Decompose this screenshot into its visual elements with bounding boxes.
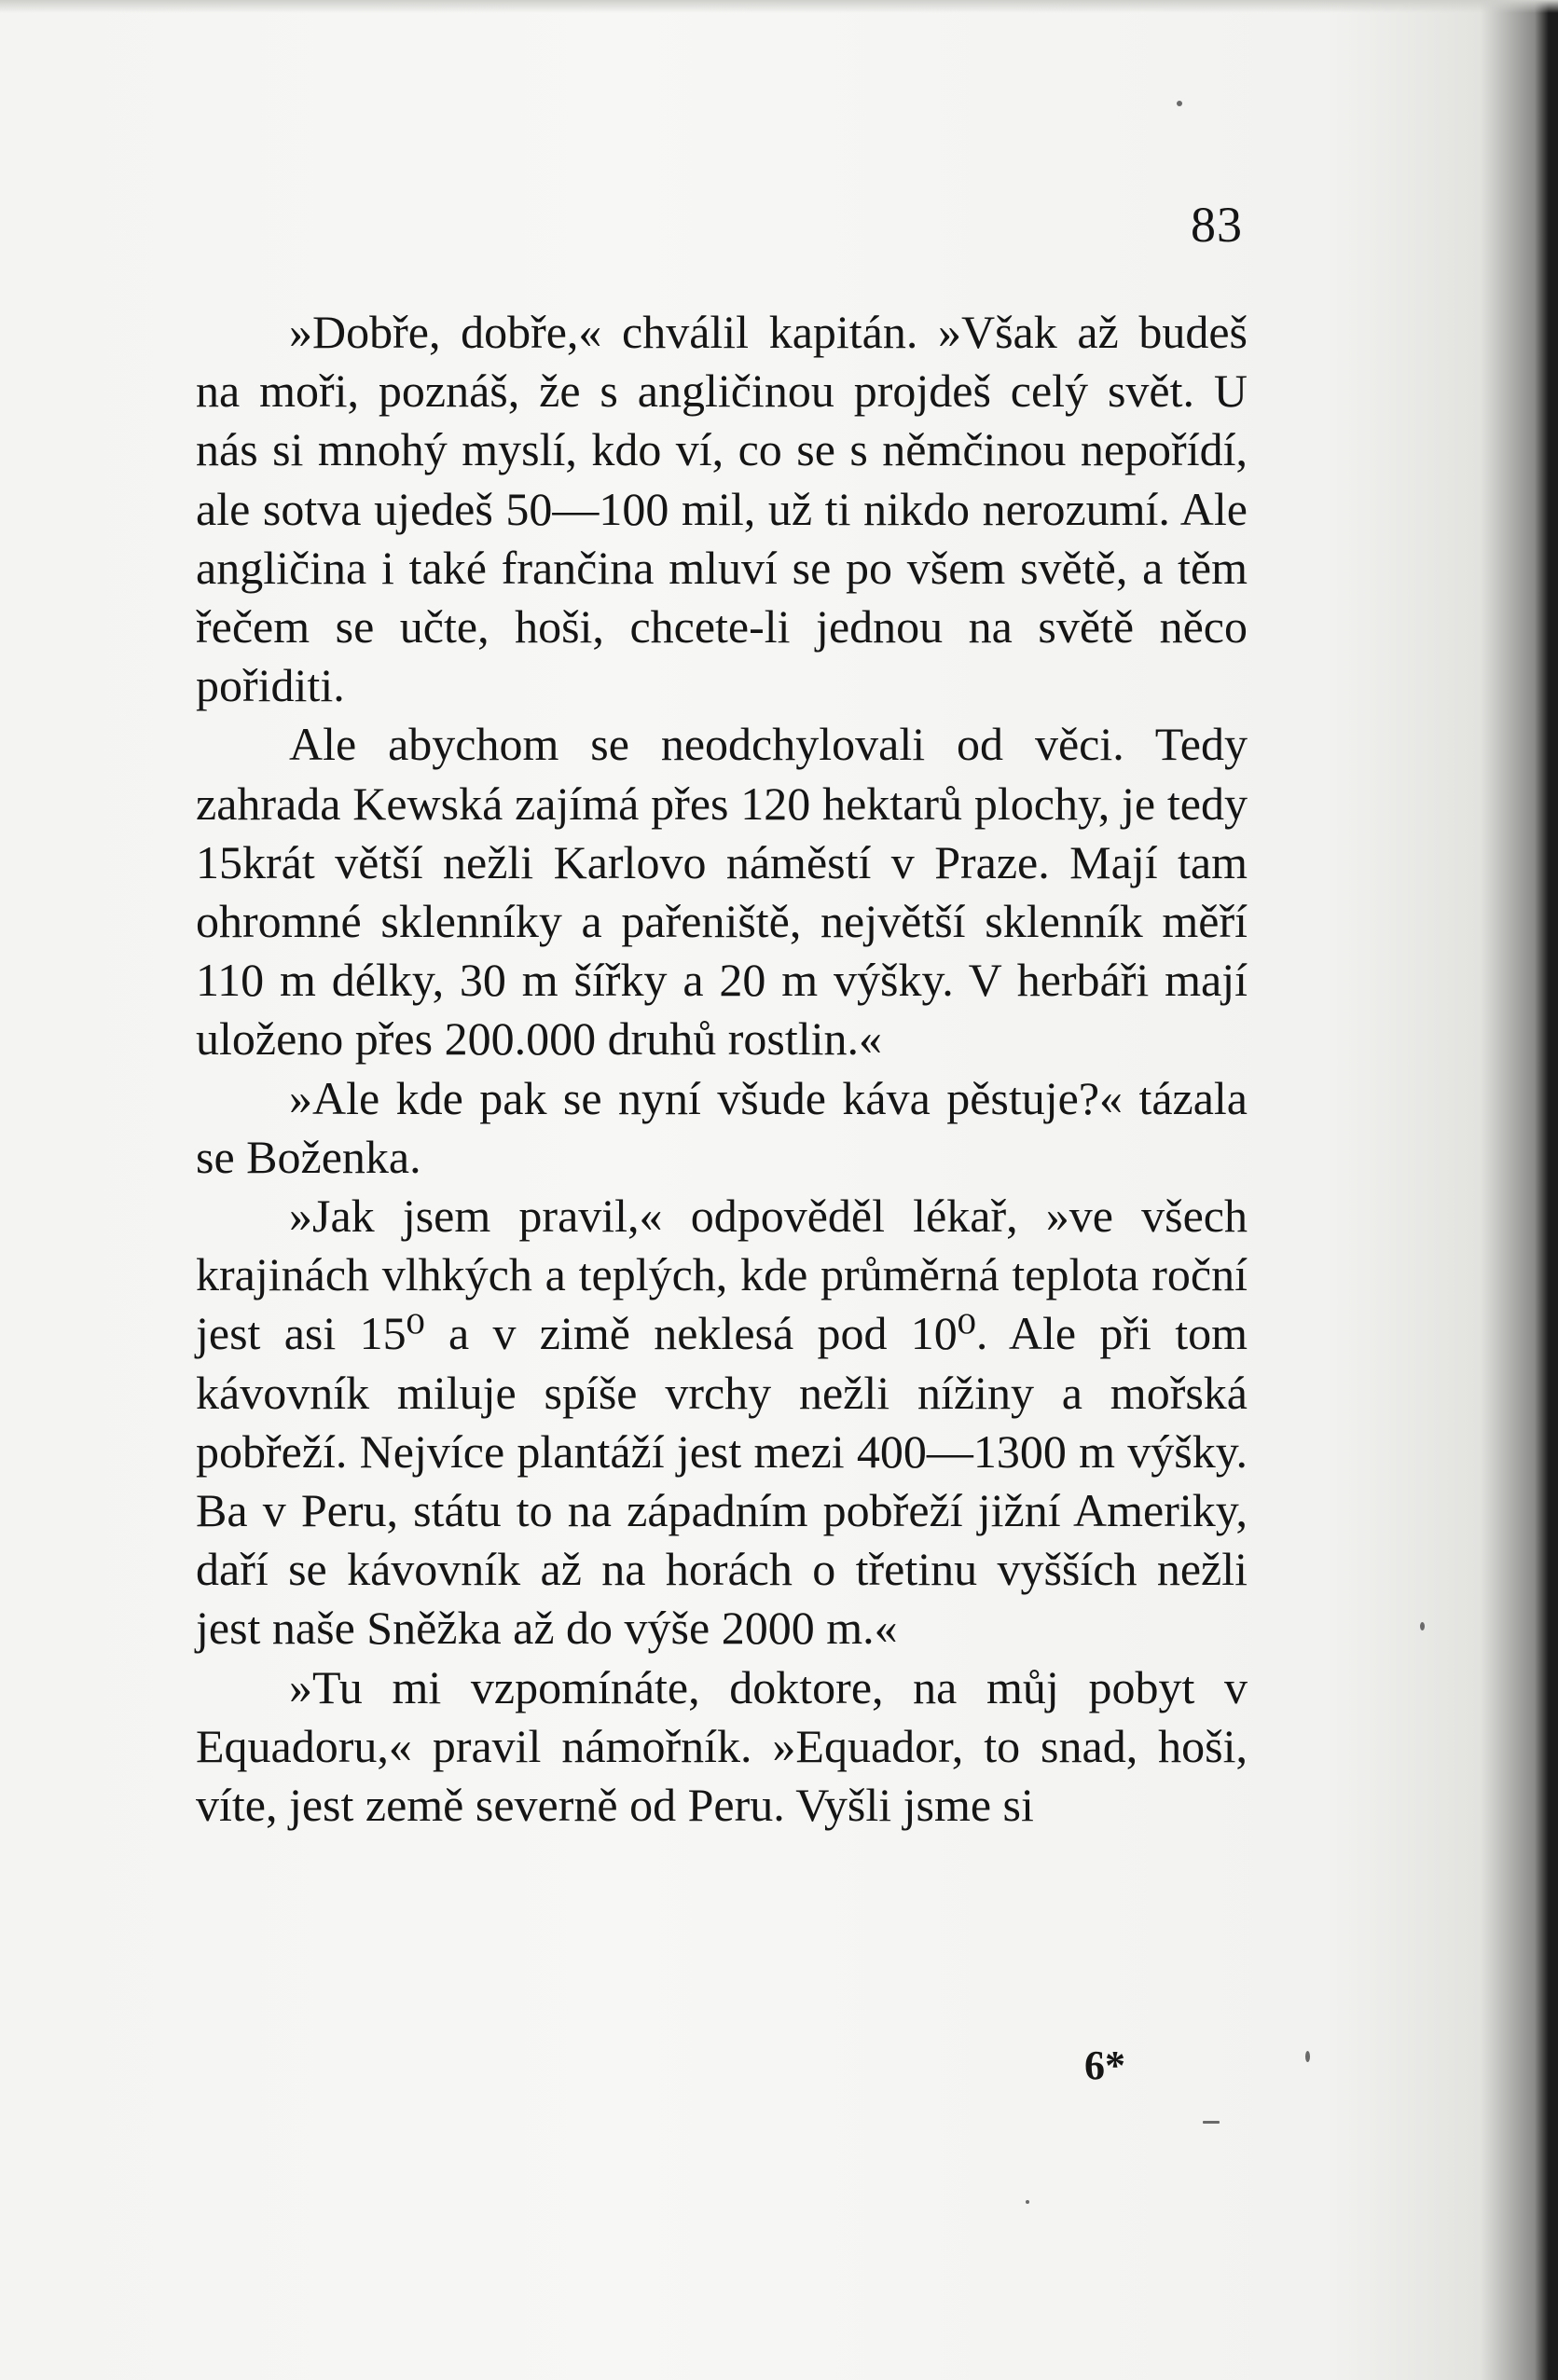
paragraph: »Dobře, dobře,« chválil kapitán. »Však až budeš na moři, poznáš, že s angličinou projdeš celý svět. U nás si mnohý myslí, kdo ví, co se s němčinou nepořídí, ale sotva ujedeš 50—100 mil, už ti nikdo nerozumí. Ale angličina i také frančina mluví se po všem světě, a těm řečem se učte, hoši, chcete-li jednou na světě něco pořiditi. xyxy=(196,306,1248,712)
page-number: 83 xyxy=(1191,197,1243,253)
paragraph: »Jak jsem pravil,« odpověděl lékař, »ve všech krajinách vlhkých a teplých, kde průměrná teplota roční jest asi 15⁰ a v zimě neklesá pod 10⁰. Ale při tom kávovník miluje spíše vrchy nežli nížiny a mořská pobřeží. Nejvíce plantáží jest mezi 400—1300 m výšky. Ba v Peru, státu to na západním pobřeží jižní Ameriky, daří se kávovník až na horách o třetinu vyšších nežli jest naše Sněžka až do výše 2000 m.« xyxy=(196,1190,1248,1655)
body-text xyxy=(196,303,1248,1835)
scan-speck xyxy=(1305,2051,1310,2062)
paragraph: »Tu mi vzpomínáte, doktore, na můj pobyt v Equadoru,« pravil námořník. »Equador, to snad, hoši, víte, jest země severně od Peru. Vyšli jsme si xyxy=(196,1660,1248,1832)
scan-speck xyxy=(1203,2121,1220,2124)
paragraph: »Ale kde pak se nyní všude káva pěstuje?« tázala se Boženka. xyxy=(196,1071,1248,1183)
scan-speck xyxy=(1420,1622,1425,1630)
scan-speck xyxy=(1026,2200,1029,2204)
printer-signature-mark: 6* xyxy=(1084,2043,1125,2088)
scan-top-edge xyxy=(0,0,1558,13)
scan-speck xyxy=(1177,101,1182,106)
paragraph: Ale abychom se neodchylovali od věci. Tedy zahrada Kewská zajímá přes 120 hektarů plochy, je tedy 15krát větší nežli Karlovo náměstí v Praze. Mají tam ohromné sklenníky a pařeniště, největší sklenník měří 110 m délky, 30 m šířky a 20 m výšky. V herbáři mají uloženo přes 200.000 druhů rostlin.« xyxy=(196,718,1248,1066)
